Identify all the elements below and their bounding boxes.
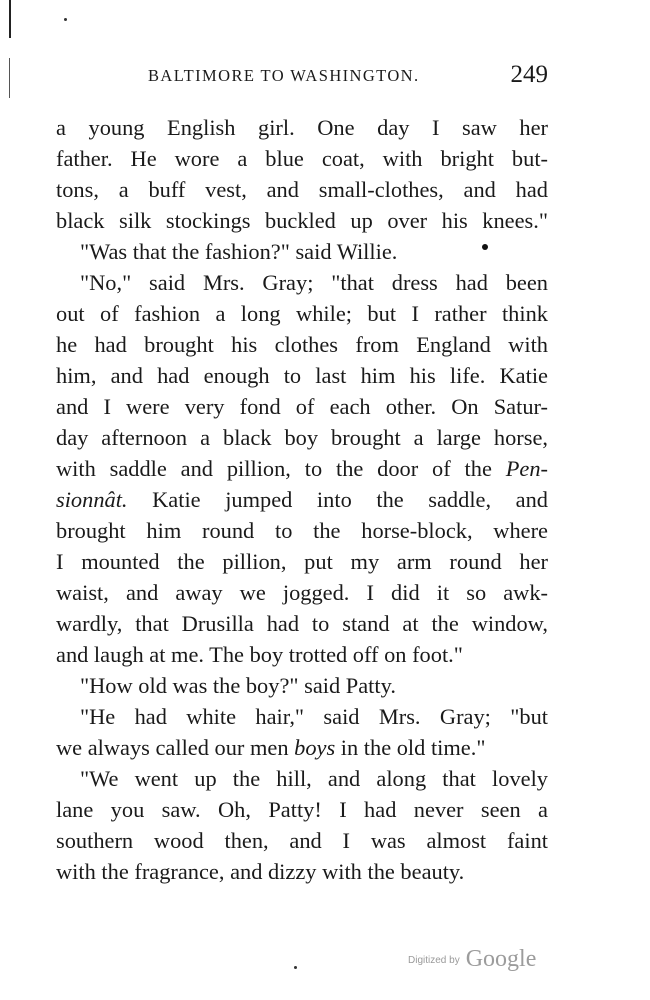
text-line xyxy=(56,174,548,205)
text-segment: I mounted the pillion, put my arm round her xyxy=(56,549,548,574)
text-line xyxy=(56,763,548,794)
text-segment: him, and had enough to last him his life. Katie xyxy=(56,363,548,388)
google-logo: Google xyxy=(465,946,537,972)
text-line xyxy=(56,298,548,329)
text-segment: day afternoon a black boy brought a large horse, xyxy=(56,425,548,450)
text-segment: "We went up the hill, and along that lovely xyxy=(80,766,548,791)
text-segment: we always called our men xyxy=(56,735,295,760)
text-segment: waist, and away we jogged. I did it so awk- xyxy=(56,580,548,605)
text-segment: southern wood then, and I was almost faint xyxy=(56,828,548,853)
text-segment: he had brought his clothes from England with xyxy=(56,332,548,357)
text-segment: black silk stockings buckled up over his knees." xyxy=(56,208,548,233)
text-segment: in the old time." xyxy=(335,735,486,760)
running-head: BALTIMORE TO WASHINGTON. xyxy=(148,66,420,85)
text-line xyxy=(56,546,548,577)
text-line xyxy=(56,453,548,484)
text-line xyxy=(56,143,548,174)
text-line xyxy=(56,608,548,639)
text-segment: lane you saw. Oh, Patty! I had never seen a xyxy=(56,797,548,822)
text-line xyxy=(56,794,548,825)
text-line xyxy=(56,856,548,887)
scan-speck xyxy=(294,966,297,969)
text-line xyxy=(56,236,548,267)
text-line xyxy=(56,484,548,515)
italic-text: sionnât. xyxy=(56,487,128,512)
text-line xyxy=(56,639,548,670)
text-line xyxy=(56,205,548,236)
text-line xyxy=(56,732,548,763)
text-line xyxy=(56,422,548,453)
digitized-by-label: Digitized by xyxy=(408,955,460,966)
italic-text: boys xyxy=(294,735,336,760)
text-segment: "No," said Mrs. Gray; "that dress had been xyxy=(80,270,548,295)
text-segment: Katie jumped into the saddle, and xyxy=(127,487,548,512)
text-segment: and laugh at me. The boy trotted off on foot." xyxy=(56,642,463,667)
text-segment: "Was that the fashion?" said Willie. xyxy=(80,239,398,264)
text-segment: a young English girl. One day I saw her xyxy=(56,115,548,140)
text-line xyxy=(56,670,548,701)
scan-edge-mark xyxy=(9,58,10,98)
text-segment: with saddle and pillion, to the door of the xyxy=(56,456,506,481)
text-segment: "How old was the boy?" said Patty. xyxy=(80,673,396,698)
text-segment: wardly, that Drusilla had to stand at the window, xyxy=(56,611,548,636)
text-line xyxy=(56,391,548,422)
text-line xyxy=(56,360,548,391)
text-line xyxy=(56,577,548,608)
page-number: 249 xyxy=(510,61,548,88)
scan-edge-mark xyxy=(9,0,11,38)
text-segment: with the fragrance, and dizzy with the beauty. xyxy=(56,859,465,884)
digitized-by-google-watermark xyxy=(408,946,536,973)
body-text xyxy=(56,112,548,887)
text-line xyxy=(56,329,548,360)
text-segment: "He had white hair," said Mrs. Gray; "but xyxy=(80,704,548,729)
text-segment: brought him round to the horse-block, where xyxy=(56,518,548,543)
text-line xyxy=(56,267,548,298)
text-line xyxy=(56,825,548,856)
italic-text: Pen- xyxy=(505,456,548,481)
text-line xyxy=(56,112,548,143)
text-segment: father. He wore a blue coat, with bright but- xyxy=(56,146,548,171)
text-line xyxy=(56,701,548,732)
scan-speck xyxy=(64,18,67,21)
text-segment: out of fashion a long while; but I rather think xyxy=(56,301,548,326)
page-header xyxy=(56,61,548,96)
text-segment: tons, a buff vest, and small-clothes, and had xyxy=(56,177,548,202)
text-segment: and I were very fond of each other. On Satur- xyxy=(56,394,548,419)
text-line xyxy=(56,515,548,546)
